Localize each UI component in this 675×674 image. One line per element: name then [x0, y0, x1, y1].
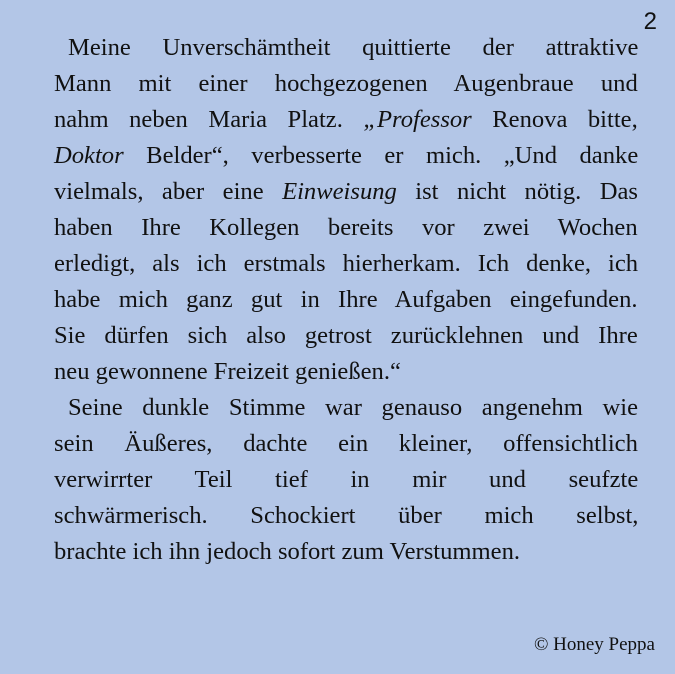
- text-segment: sein Äußeres, dachte ein kleiner, offensichtlich: [54, 430, 638, 457]
- copyright-notice: © Honey Peppa: [533, 634, 655, 655]
- text-line: [40, 354, 638, 390]
- text-line: [40, 138, 638, 174]
- text-line: [40, 462, 638, 498]
- text-line: [40, 282, 638, 318]
- text-segment: Renova bitte,: [471, 106, 638, 133]
- text-segment: Meine Unverschämtheit quittierte der attraktive: [68, 34, 639, 61]
- text-segment: habe mich ganz gut in Ihre Aufgaben eingefunden.: [54, 286, 638, 313]
- text-segment: schwärmerisch. Schockiert über mich selbst,: [54, 502, 639, 529]
- text-line: [40, 102, 638, 138]
- text-line: [40, 66, 638, 102]
- italic-text: Einweisung: [282, 178, 397, 205]
- text-segment: ist nicht nötig. Das: [396, 178, 638, 205]
- text-segment: erledigt, als ich erstmals hierherkam. Ich denke, ich: [54, 250, 639, 277]
- text-line: [40, 210, 638, 246]
- text-segment: Belder“, verbesserte er mich. „Und danke: [123, 142, 639, 169]
- text-line: [40, 318, 638, 354]
- text-segment: neu gewonnene Freizeit genießen.“: [54, 358, 401, 385]
- text-segment: Seine dunkle Stimme war genauso angenehm wie: [68, 394, 639, 421]
- text-line: [40, 390, 638, 426]
- text-segment: Mann mit einer hochgezogenen Augenbraue und: [54, 70, 638, 97]
- page-number: 2: [643, 8, 657, 35]
- text-segment: nahm neben Maria Platz.: [54, 106, 364, 133]
- italic-text: „Professor: [363, 106, 472, 133]
- text-line: [40, 426, 638, 462]
- text-line: [40, 534, 638, 570]
- text-segment: Sie dürfen sich also getrost zurücklehnen und Ihre: [54, 322, 638, 349]
- text-line: [40, 30, 638, 66]
- paragraph: [40, 30, 638, 390]
- text-segment: brachte ich ihn jedoch sofort zum Verstummen.: [54, 538, 521, 565]
- body-text: [40, 30, 638, 570]
- text-segment: haben Ihre Kollegen bereits vor zwei Wochen: [54, 214, 638, 241]
- text-segment: vielmals, aber eine: [54, 178, 283, 205]
- paragraph: [40, 390, 638, 570]
- text-line: [40, 246, 638, 282]
- text-line: [40, 498, 638, 534]
- text-line: [40, 174, 638, 210]
- italic-text: Doktor: [54, 142, 124, 169]
- text-segment: verwirrter Teil tief in mir und seufzte: [54, 466, 639, 493]
